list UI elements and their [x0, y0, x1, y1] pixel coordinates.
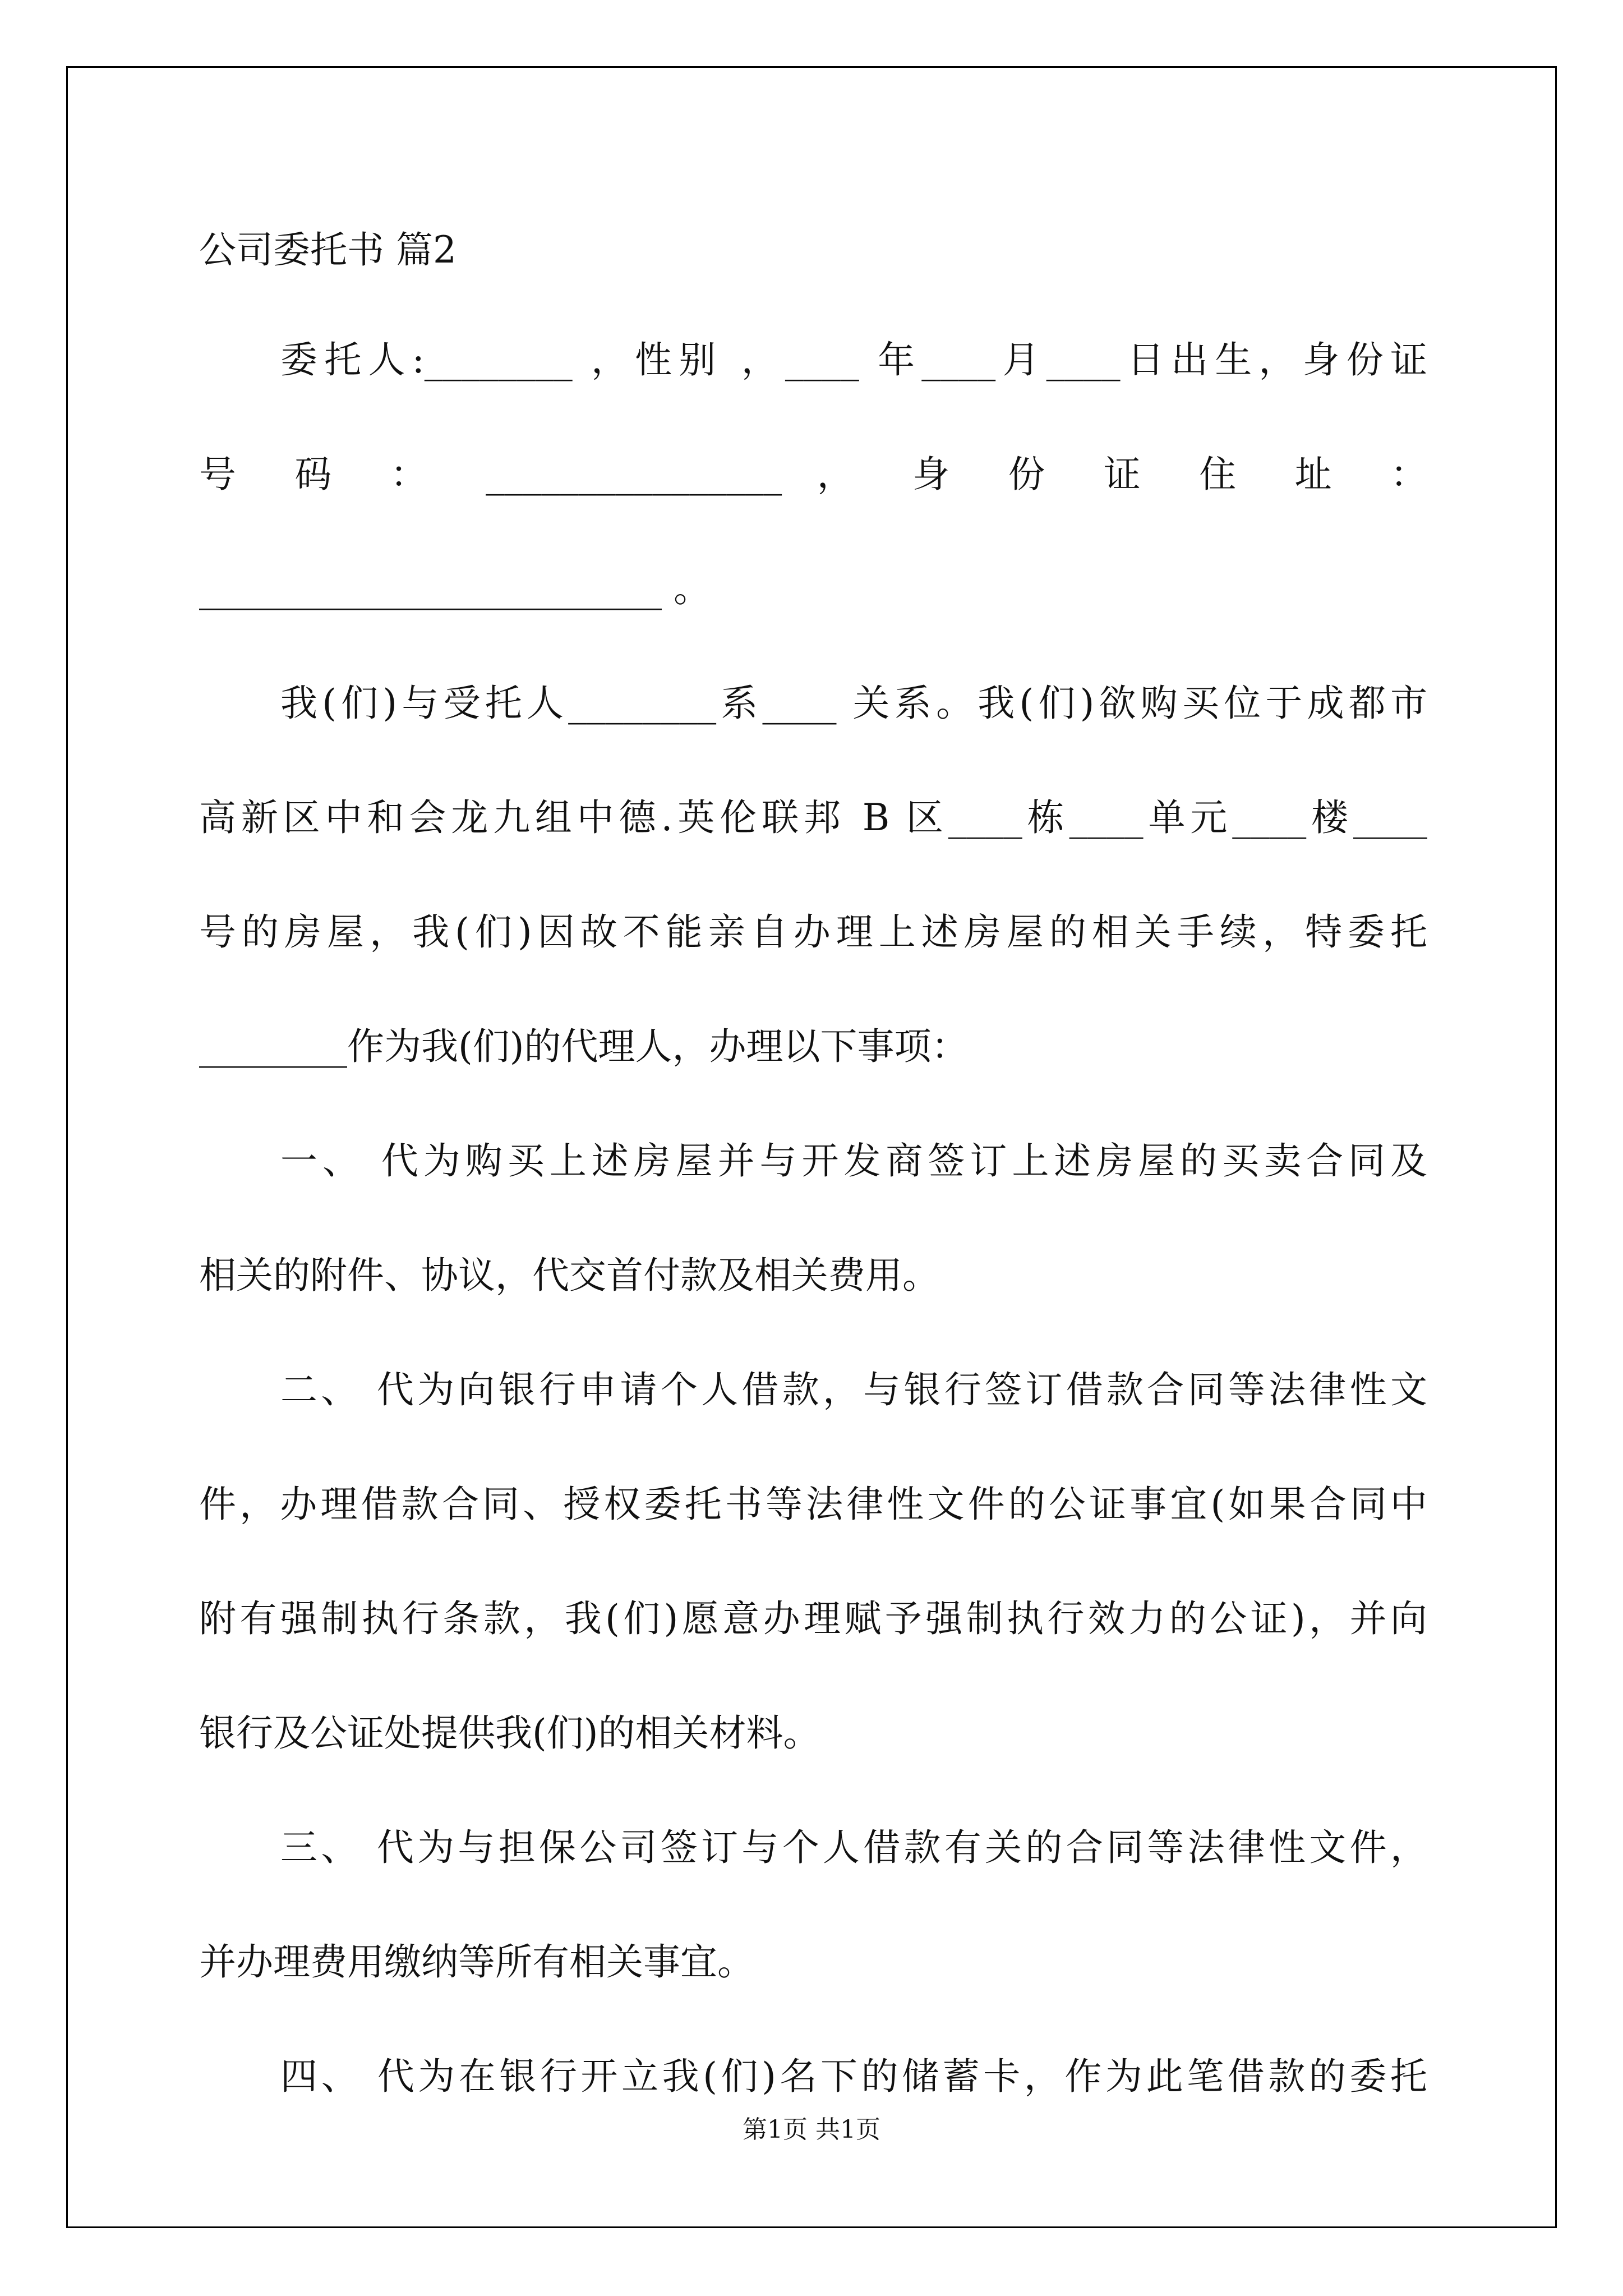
page-footer: 第1页 共1页 [743, 2115, 880, 2144]
document-body [199, 213, 1427, 2134]
text-line: 附有强制执行条款，我(们)愿意办理赋予强制执行效力的公证)，并向 [199, 1597, 1427, 1640]
text-line: 并办理费用缴纳等所有相关事宜。 [199, 1940, 754, 1984]
text-line: 件，办理借款合同、授权委托书等法律性文件的公证事宜(如果合同中 [199, 1483, 1427, 1526]
text-line: 号的房屋，我(们)因故不能亲自办理上述房屋的相关手续，特委托 [199, 910, 1427, 954]
text-line: 一、 代为购买上述房屋并与开发商签订上述房屋的买卖合同及 [280, 1139, 1427, 1182]
text-line: 二、 代为向银行申请个人借款，与银行签订借款合同等法律性文 [280, 1368, 1427, 1411]
text-line: ________作为我(们)的代理人，办理以下事项： [199, 1025, 969, 1068]
text-line: 相关的附件、协议，代交首付款及相关费用。 [199, 1254, 939, 1297]
text-line: 三、 代为与担保公司签订与个人借款有关的合同等法律性文件， [280, 1826, 1427, 1869]
text-line: 高新区中和会龙九组中德.英伦联邦 B 区____栋____单元____楼____ [199, 796, 1427, 839]
text-line: _________________________ 。 [199, 567, 711, 610]
text-line: 号 码 ： ________________ ， 身 份 证 住 址 ： [199, 453, 1427, 496]
text-line: 四、 代为在银行开立我(们)名下的储蓄卡，作为此笔借款的委托 [280, 2055, 1427, 2098]
text-line: 我(们)与受托人________系____ 关系。我(们)欲购买位于成都市 [280, 682, 1427, 725]
text-line: 银行及公证处提供我(们)的相关材料。 [199, 1711, 820, 1755]
document-text [199, 303, 1427, 2134]
text-line: 委托人:________ ，性别 ，____ 年____月____日出生，身份证 [280, 338, 1427, 381]
document-title: 公司委托书 篇2 [199, 228, 457, 272]
